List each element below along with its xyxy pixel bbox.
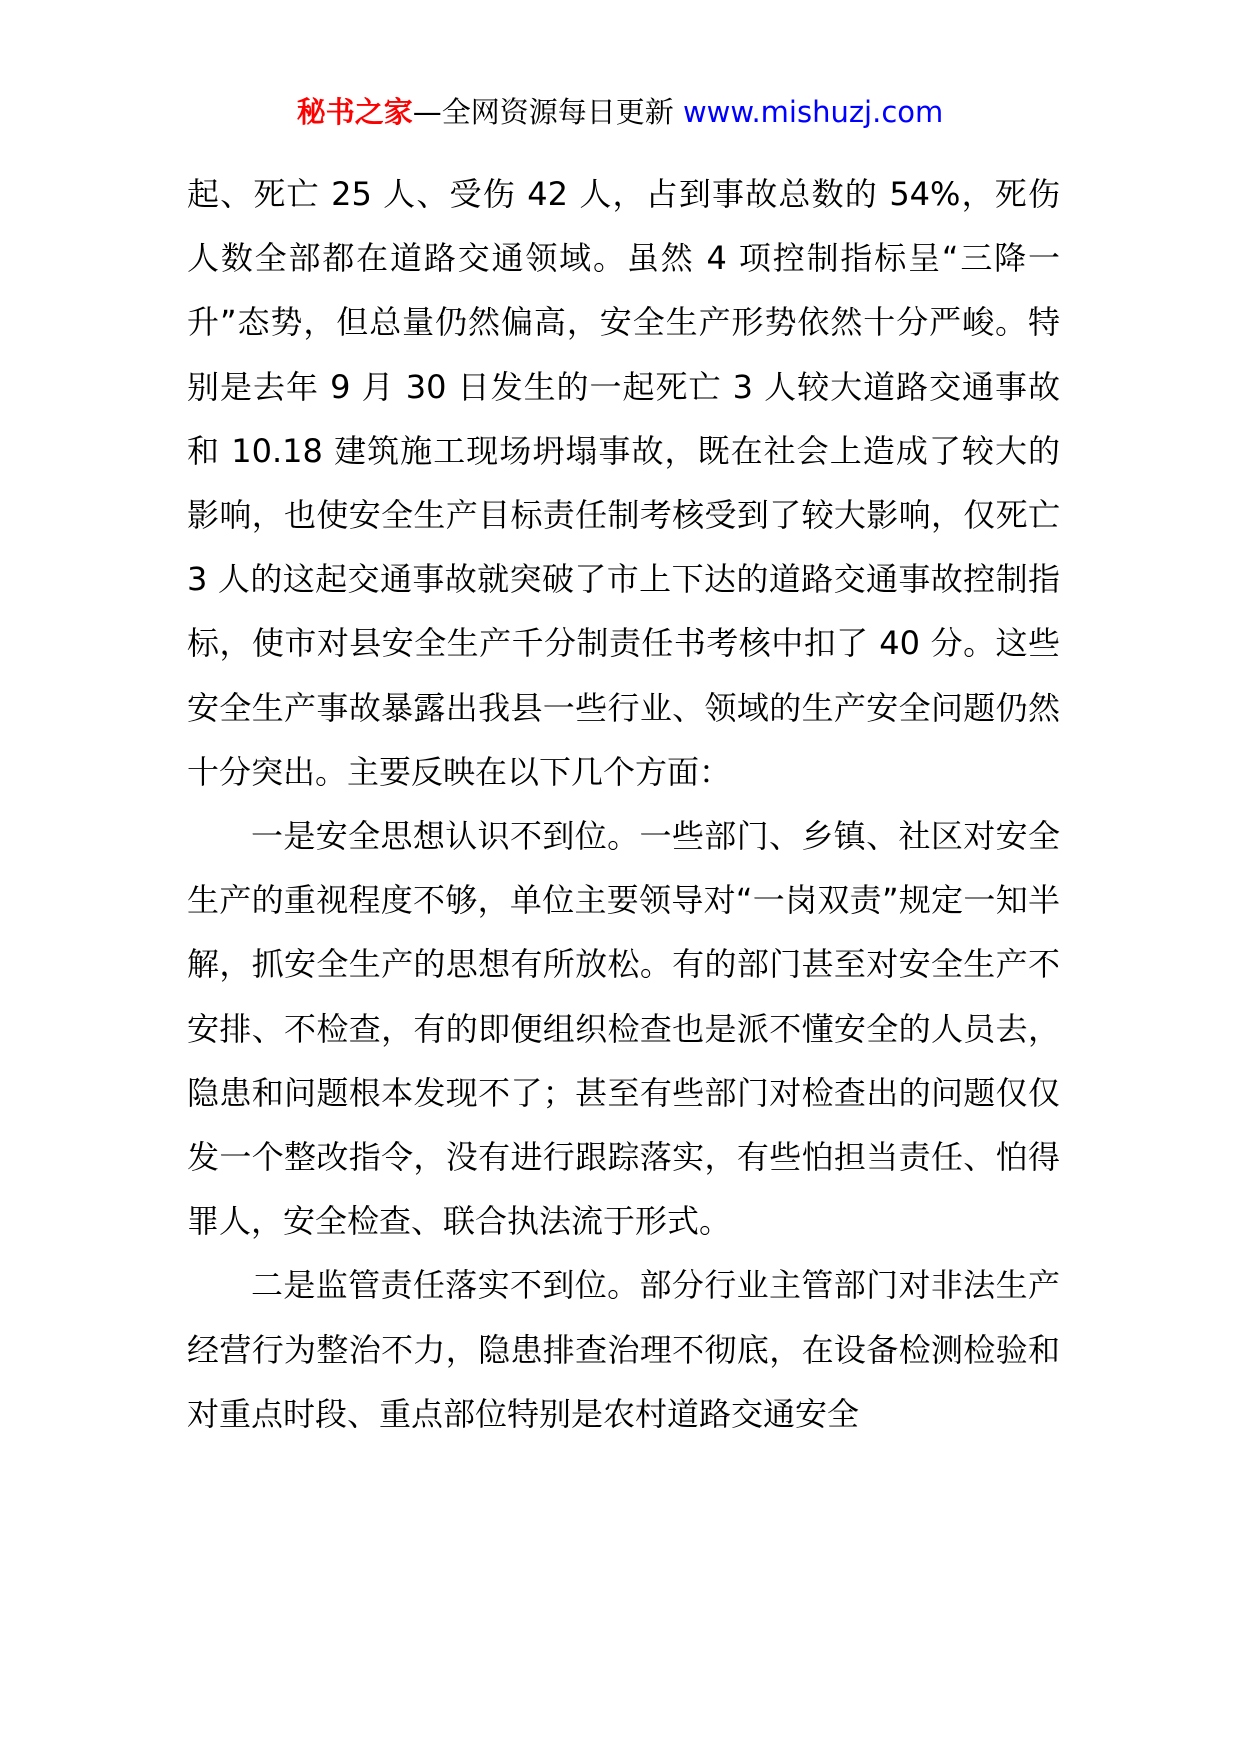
paragraph-continuation: 起、死亡 25 人、受伤 42 人，占到事故总数的 54%，死伤人数全部都在道路交通领域。虽然 4 项控制指标呈“三降一升”态势，但总量仍然偏高，安全生产形势依然十分严峻。特别是去年 9 月 30 日发生的一起死亡 3 人较大道路交通事故和 10.18 建筑施工现场坍塌事故，既在社会上造成了较大的影响，也使安全生产目标责任制考核受到了较大影响，仅死亡 3 人的这起交通事故就突破了市上下达的道路交通事故控制指标，使市对县安全生产千分制责任书考核中扣了 40 分。这些安全生产事故暴露出我县一些行业、领域的生产安全问题仍然十分突出。主要反映在以下几个方面：: [187, 175, 1060, 791]
site-url-link[interactable]: www.mishuzj.com: [682, 95, 944, 129]
document-body: [187, 162, 1060, 1446]
site-tagline: —全网资源每日更新: [412, 95, 683, 129]
paragraph-point-two: 二是监管责任落实不到位。部分行业主管部门对非法生产经营行为整治不力，隐患排查治理不彻底，在设备检测检验和对重点时段、重点部位特别是农村道路交通安全: [187, 1266, 1060, 1433]
site-brand: 秘书之家: [296, 95, 413, 129]
site-header: [0, 92, 1240, 132]
paragraph-point-one: 一是安全思想认识不到位。一些部门、乡镇、社区对安全生产的重视程度不够，单位主要领导对“一岗双责”规定一知半解，抓安全生产的思想有所放松。有的部门甚至对安全生产不安排、不检查，有的即便组织检查也是派不懂安全的人员去，隐患和问题根本发现不了；甚至有些部门对检查出的问题仅仅发一个整改指令，没有进行跟踪落实，有些怕担当责任、怕得罪人，安全检查、联合执法流于形式。: [187, 817, 1060, 1241]
